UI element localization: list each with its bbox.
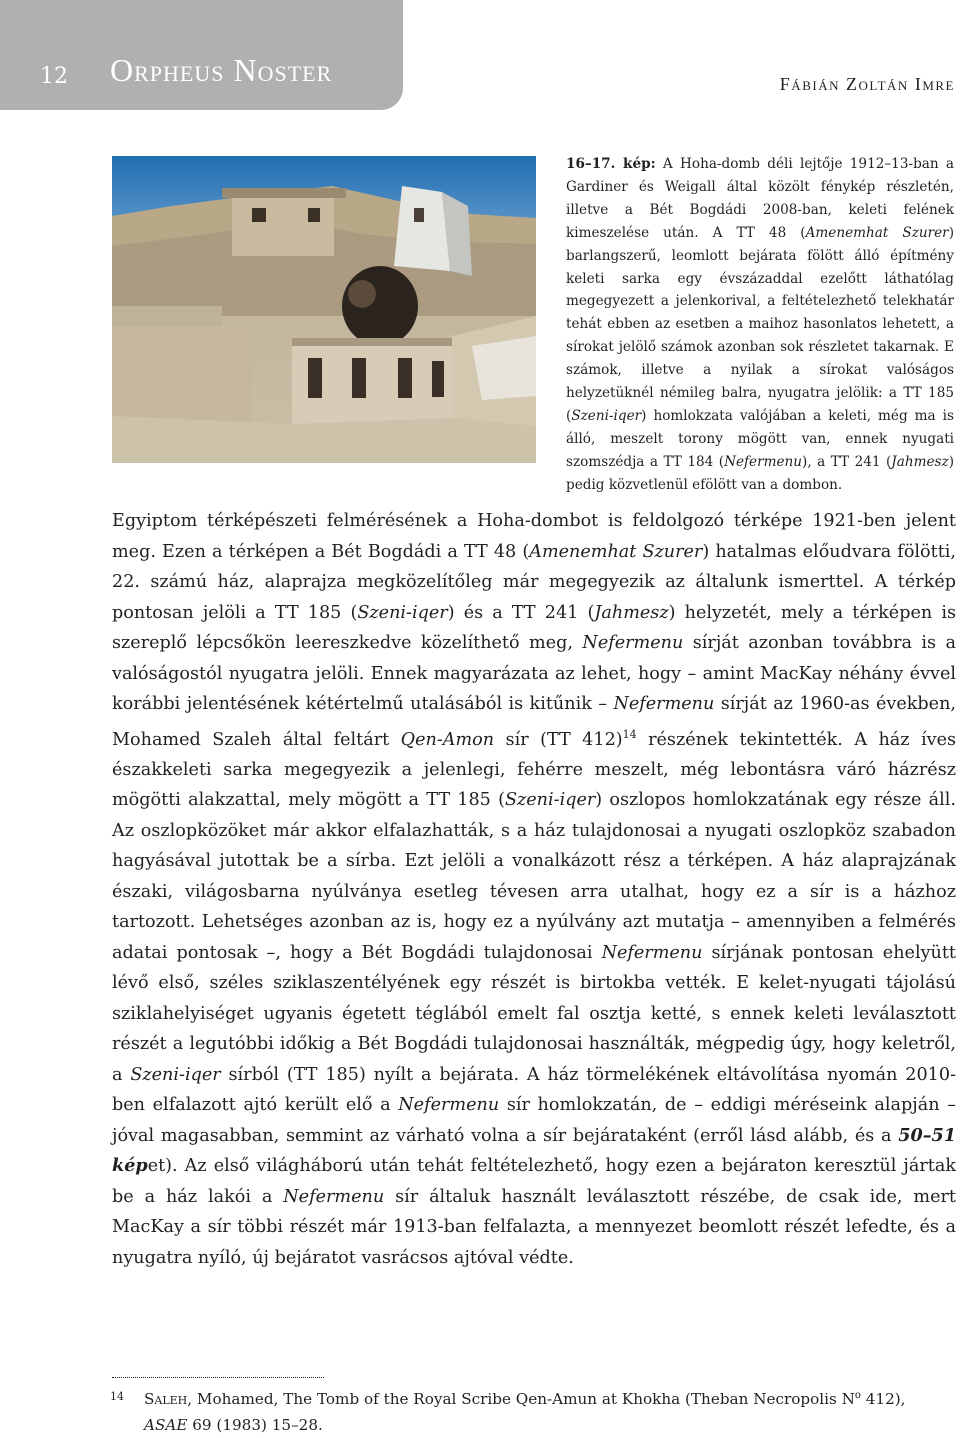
body-segment: részének tekintették. A ház íves északkeleti sarka megegyezik a jelenlegi, fehérre meszelt, még lebontásra váró házrész mögötti alakzattal, mely mögött a TT 185 ( bbox=[112, 729, 957, 811]
caption-segment: ) barlangszerű, leomlott bejárata fölött álló építmény keleti sarka egy évszázaddal ezelőtt láthatólag megegyezett a jelenkorival, a feltételezhető telekhatár tehát ebben az esetben a maihoz hasonlatos lehetett, a sírokat jelölő számok azonban sok részletet takarnak. E számok, illetve a nyilak a sírokat valóságos helyzetüknél némileg balra, nyugatra jelölik: a TT 185 ( bbox=[566, 224, 954, 424]
caption-segment: A Hoha-domb déli lejtője 1912–13-ban a Gardiner és Weigall által közölt fénykép részletén, illetve a Bét Bogdádi 2008-ban, keleti felének kimeszelése után. A TT 48 ( bbox=[566, 156, 955, 241]
body-segment: sírját azonban továbbra is a valóságostól nyugatra jelöli. Ennek magyarázata az lehet, hogy – amint MacKay néhány évvel korábbi jelentésének kétértelmű utalásából is kitűnik – bbox=[112, 633, 956, 714]
caption-segment: ), a TT 241 ( bbox=[802, 453, 892, 470]
body-segment: sír általuk használt leválasztott részébe, de csak ide, mert MacKay a sír többi részét már 1913-ban felfalazta, a mennyezet beomlott részét lefedte, és a nyugatra nyíló, új bejáratot vasrácsos ajtóval védte. bbox=[112, 1186, 956, 1268]
footnote-ref: 14 bbox=[622, 727, 637, 741]
body-segment: sírját az 1960-as években, Mohamed Szaleh által feltárt bbox=[112, 694, 956, 750]
body-segment: Nefermenu bbox=[613, 694, 715, 714]
body-segment: ) helyzetét, mely a térképen is szereplő lépcsőkön leereszkedve közelíthető meg, bbox=[112, 602, 956, 653]
body-segment: 50–51 kép bbox=[112, 1124, 956, 1177]
journal-title: Orpheus Noster bbox=[110, 52, 333, 88]
body-segment: Amenemhat Szurer bbox=[529, 541, 703, 562]
body-segment: ) hatalmas előudvara fölötti, 22. számú ház, alaprajza megközelítőleg már megegyezik az általunk ismerttel. A térkép pontosan jelöli a TT 185 ( bbox=[112, 541, 956, 623]
page-number: 12 bbox=[40, 64, 68, 89]
caption-segment: Szeni-iqer bbox=[571, 407, 642, 424]
body-segment: Nefermenu bbox=[398, 1095, 500, 1116]
body-segment: Jahmesz bbox=[594, 602, 669, 623]
footnote-separator bbox=[112, 1377, 324, 1378]
body-segment: Egyiptom térképészeti felmérésének a Hoha-dombot is feldolgozó térképe 1921-ben jelent meg. Ezen a térképen a Bét Bogdádi a TT 48 ( bbox=[112, 511, 956, 562]
footnote-text-b: 412), bbox=[860, 1390, 906, 1409]
body-segment: sír (TT 412) bbox=[494, 729, 623, 750]
body-segment: ) oszlopos homlokzatának egy része áll. Az oszlopközöket már akkor elfalazhatták, s a ház tulajdonosai a nyugati oszlopköz szabadon hagyásával jutottak be a sírba. Ezt jelöli a vonalkázott rész a térképen. A ház alaprajzának északi, világosbarna nyúlványa esetleg tévesen arra utalhat, hogy ez a sír is a házhoz tartozott. Lehetséges azonban az is, hogy ez a nyúlvány azt mutatja – amennyiben a felmérés adatai pontosak –, hogy a Bét Bogdádi tulajdonosai bbox=[112, 790, 956, 963]
footnote-text-a: , Mohamed, The Tomb of the Royal Scribe Qen-Amun at Khokha (Theban Necropolis N bbox=[187, 1390, 855, 1409]
footnote-journal: ASAE bbox=[144, 1416, 188, 1435]
body-segment: Qen-Amon bbox=[400, 729, 495, 750]
body-segment: Szeni-iqer bbox=[504, 790, 596, 811]
body-segment: Nefermenu bbox=[283, 1186, 385, 1207]
body-segment: Szeni-iqer bbox=[357, 602, 448, 623]
body-segment: sír homlokzatán, de – eddigi méréseink alapján – jóval magasabban, semmint az várható volna a sír bejárataként (erről lásd alább, és a bbox=[112, 1095, 956, 1146]
caption-segment: ) homlokzata valójában a keleti, még ma is álló, meszelt torony mögött van, ennek nyugati szomszédja a TT 184 ( bbox=[566, 407, 954, 470]
body-segment: sírjának pontosan ehelyütt lévő első, széles sziklaszentélyének egy részét is birtokba vették. E kelet-nyugati tájolású sziklahelyiséget ugyanis égetett téglából emelt fal osztja ketté, s ennek keleti leválasztott részét a legutóbbi időkig a Bét Bogdádi tulajdonosai használták, mégpedig úgy, hogy keletről, a bbox=[112, 942, 956, 1085]
body-segment: Szeni-iqer bbox=[130, 1064, 221, 1085]
caption-segment: ) pedig közvetlenül efölött van a dombon. bbox=[566, 453, 954, 493]
footnote-author: Saleh bbox=[144, 1390, 188, 1409]
body-paragraph bbox=[112, 506, 956, 1273]
caption-segment: Amenemhat Szurer bbox=[805, 224, 949, 241]
body-segment: Nefermenu bbox=[582, 633, 684, 653]
caption-lead: 16–17. kép: bbox=[566, 156, 656, 172]
body-segment: et). Az első világháború után tehát feltételezhető, hogy ezen a bejáraton keresztül jártak be a ház lakói a bbox=[112, 1156, 956, 1207]
figure-caption bbox=[566, 153, 954, 497]
header-bar bbox=[0, 0, 403, 110]
caption-segment: Jahmesz bbox=[891, 453, 949, 470]
body-segment: ) és a TT 241 ( bbox=[447, 602, 595, 623]
caption-segment: Nefermenu bbox=[724, 453, 803, 470]
body-segment: Nefermenu bbox=[601, 942, 703, 963]
footnote-14 bbox=[144, 1383, 956, 1438]
footnote-text-c: 69 (1983) 15–28. bbox=[187, 1416, 323, 1435]
author-name: Fábián Zoltán Imre bbox=[779, 74, 955, 94]
footnote-sup-o: o bbox=[854, 1390, 861, 1401]
caption-text bbox=[566, 156, 954, 493]
footnote-number: 14 bbox=[110, 1390, 124, 1403]
figure-photo bbox=[112, 156, 536, 463]
body-segment: sírból (TT 185) nyílt a bejárata. A ház törmelékének eltávolítása nyomán 2010-ben elfalazott ajtó került elő a bbox=[112, 1064, 957, 1116]
